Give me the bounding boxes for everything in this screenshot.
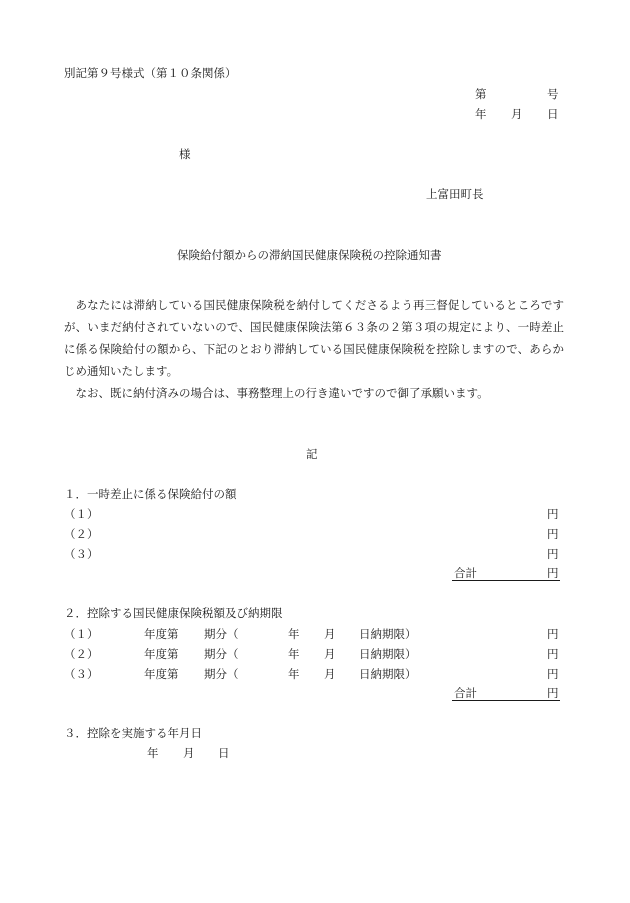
ki-heading: 記 (306, 447, 318, 461)
section2-row-label: （２） (64, 647, 99, 661)
section1-row-label: （１） (64, 507, 99, 521)
document-title: 保険給付額からの滞納国民健康保険税の控除通知書 (177, 248, 442, 262)
section2-row-nendo: 年度第 (144, 667, 179, 681)
date-line-month: 月 (511, 107, 523, 121)
number-line-go: 号 (547, 87, 559, 101)
section2-row-nendo: 年度第 (144, 647, 179, 661)
section1-row-label: （２） (64, 527, 99, 541)
body-paragraph-1: あなたには滞納している国民健康保険税を納付してくださるよう再三督促しているところですが、いまだ納付されていないので、国民健康保険法第６３条の２第３項の規定により、一時差止に係る保険給付の額から、下記のとおり滞納している国民健康保険税を控除しますので、あらかじめ通知いたします。 (64, 298, 564, 378)
section2-row-unit: 円 (547, 647, 559, 661)
section3-year: 年 (147, 746, 159, 760)
section3-heading: ３．控除を実施する年月日 (64, 726, 202, 740)
section2-row-year: 年 (288, 647, 300, 661)
section2-heading: ２．控除する国民健康保険税額及び納期限 (64, 606, 283, 620)
date-line-year: 年 (475, 107, 487, 121)
section2-total-label: 合計 (454, 686, 477, 700)
section2-row-year: 年 (288, 627, 300, 641)
section2-row-deadline: 日納期限） (359, 647, 417, 661)
section3-month: 月 (183, 746, 195, 760)
section2-row-deadline: 日納期限） (359, 627, 417, 641)
section1-row-label: （３） (64, 547, 99, 561)
section1-total-unit: 円 (547, 566, 559, 580)
form-label: 別記第９号様式（第１０条関係） (64, 66, 237, 80)
section2-row-unit: 円 (547, 667, 559, 681)
section2-row-nendo: 年度第 (144, 627, 179, 641)
section3-day: 日 (218, 746, 230, 760)
section2-row-year: 年 (288, 667, 300, 681)
section2-row-kibun: 期分（ (204, 667, 239, 681)
section1-row-unit: 円 (547, 547, 559, 561)
section1-heading: １．一時差止に係る保険給付の額 (64, 487, 237, 501)
section1-total-label: 合計 (454, 566, 477, 580)
section2-row-month: 月 (324, 647, 336, 661)
body-text (64, 294, 564, 404)
section2-row-kibun: 期分（ (204, 627, 239, 641)
section2-row-month: 月 (324, 627, 336, 641)
section2-total-unit: 円 (547, 686, 559, 700)
number-line-dai: 第 (475, 87, 487, 101)
sender: 上富田町長 (426, 187, 484, 201)
date-line-day: 日 (547, 107, 559, 121)
section2-row-month: 月 (324, 667, 336, 681)
section2-row-label: （１） (64, 627, 99, 641)
body-paragraph-2: なお、既に納付済みの場合は、事務整理上の行き違いですので御了承願います。 (75, 386, 489, 400)
section1-total-underline (452, 580, 560, 581)
section2-row-unit: 円 (547, 627, 559, 641)
section2-row-deadline: 日納期限） (359, 667, 417, 681)
section1-row-unit: 円 (547, 527, 559, 541)
section1-row-unit: 円 (547, 507, 559, 521)
section2-row-label: （３） (64, 667, 99, 681)
addressee-suffix: 様 (179, 147, 191, 161)
section2-total-underline (452, 700, 560, 701)
section2-row-kibun: 期分（ (204, 647, 239, 661)
